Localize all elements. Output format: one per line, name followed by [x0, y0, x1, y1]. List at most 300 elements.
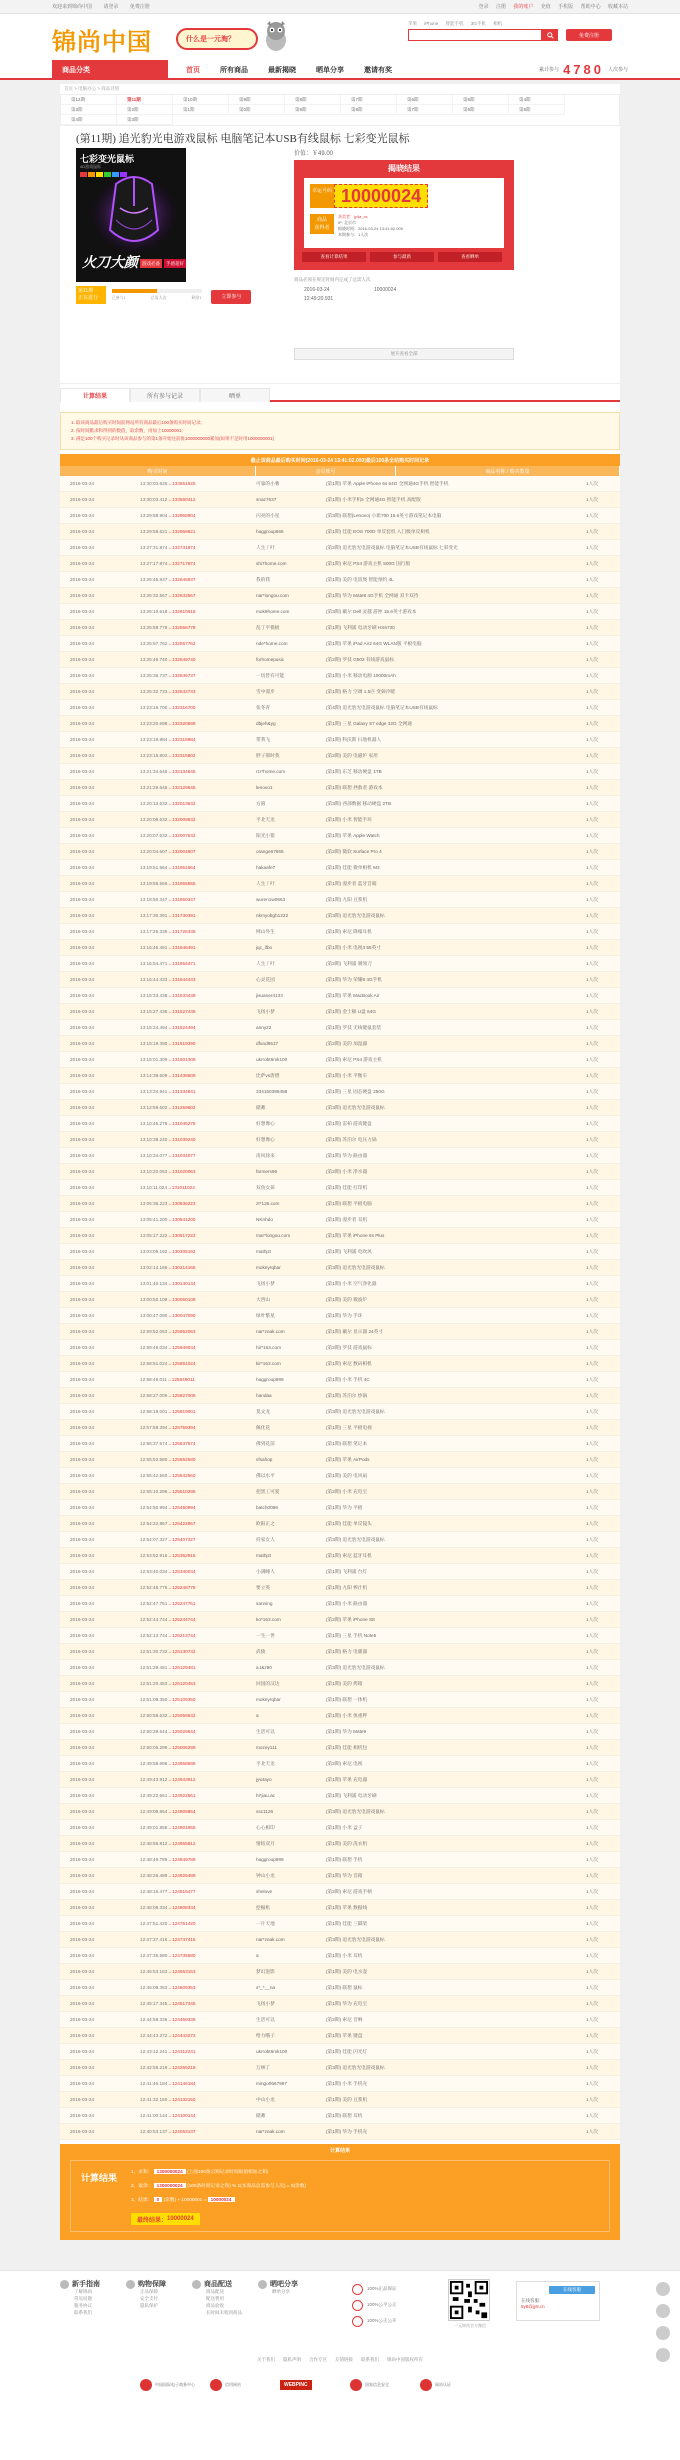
row-user[interactable]: orange67665 [256, 849, 284, 854]
top-login[interactable]: 登录 [478, 4, 489, 10]
row-goods[interactable]: (第1期) 苹果 充电器 [326, 1776, 368, 1782]
footer-link[interactable]: 长时间未收到商品 [206, 2310, 242, 2315]
row-user[interactable]: 要立英 [256, 1584, 271, 1590]
row-goods[interactable]: (第1期) 苏泊尔 炒锅 [326, 1392, 368, 1398]
row-user[interactable]: 储蓄 [256, 1104, 266, 1110]
period-item[interactable]: 第9期 [229, 95, 285, 105]
row-user[interactable]: 万林丁 [256, 2064, 271, 2070]
period-item[interactable]: 第7期 [397, 105, 453, 115]
row-user[interactable]: 把黑工可爱 [256, 1488, 280, 1494]
row-user[interactable]: 佛到花前 [256, 1440, 275, 1446]
row-user[interactable]: 欧阳正之 [256, 1520, 275, 1526]
row-goods[interactable]: (第1期) 小米 平衡车 [326, 1072, 368, 1078]
row-count: 1人次 [586, 656, 598, 662]
row-goods[interactable]: (第1期) 美的 电饭煲 智能预约 4L [326, 576, 394, 582]
row-user[interactable]: haggroup666 [256, 529, 284, 534]
row-goods[interactable]: (第1期) 华为 Mate8 4G手机 全网通 双卡双待 [326, 592, 419, 598]
row-goods[interactable]: (第1期) 金士顿 U盘 64G [326, 1008, 377, 1014]
row-user[interactable]: sanning [256, 1601, 273, 1606]
row-goods[interactable]: (第1期) 苏泊尔 电压力锅 [326, 1136, 377, 1142]
row-goods[interactable]: (第1期) 苹果 Apple Watch [326, 832, 380, 838]
row-goods[interactable]: (第1期) 九阳 榨汁机 [326, 1584, 368, 1590]
row-goods[interactable]: (第1期) 小米 移动电源 10000mAh [326, 672, 396, 678]
product-image[interactable] [76, 148, 186, 282]
row-user[interactable]: 带我飞 [256, 736, 271, 742]
row-user[interactable]: farmers96 [256, 1169, 278, 1174]
tab-share[interactable]: 晒单 [200, 388, 270, 402]
row-user[interactable]: 334150388458 [256, 1089, 288, 1094]
row-user[interactable]: nde*home.com [256, 641, 288, 646]
footer-link[interactable]: 隐私保护 [140, 2303, 158, 2308]
row-goods[interactable]: (第1期) 科沃斯 扫地机器人 [326, 736, 382, 742]
period-item[interactable]: 第10期 [173, 95, 229, 105]
row-goods[interactable]: (第1期) 小米手机5 全网通4G 智能手机 高配版 [326, 496, 421, 502]
row-goods[interactable]: (第1期) 佳能 微单相机 M3 [326, 864, 380, 870]
row-date: 2016-03-24 [70, 1329, 94, 1334]
row-goods[interactable]: (第1期) 苹果 数据线 [326, 1904, 368, 1910]
row-user[interactable]: 飞扬小梦 [256, 1280, 275, 1286]
row-goods[interactable]: (第1期) 戴尔 显示器 24英寸 [326, 1328, 384, 1334]
row-user[interactable]: 人生丿叶 [256, 960, 275, 966]
search-button[interactable] [542, 29, 558, 41]
period-item[interactable]: 第12期 [61, 95, 117, 105]
row-user[interactable]: 佩化花 [256, 1424, 271, 1430]
row-user[interactable]: forhomepusic [256, 657, 285, 662]
row-time-value: →124751420 [167, 1921, 196, 1926]
row-user[interactable]: 雪中漫步 [256, 688, 275, 694]
row-user[interactable]: mok9home.com [256, 609, 290, 614]
row-user[interactable]: dfund9517 [256, 1041, 279, 1046]
row-goods[interactable]: (第3期) 联想(Lenovo) 小新700 15.6英寸游戏笔记本电脑 [326, 512, 442, 518]
row-goods[interactable]: (第3期) 追光豹光电游戏鼠标 [326, 912, 385, 918]
row-user[interactable]: lenovo1 [256, 785, 273, 790]
nav-latest-reveal[interactable]: 最新揭晓 [268, 67, 296, 74]
row-goods[interactable]: (第1期) 苹果 iPhone 6s Plus [326, 1232, 385, 1238]
row-goods[interactable]: (第1期) 索尼 PS4 游戏主机 [326, 1056, 382, 1062]
footer-link[interactable]: 安全支付 [140, 2296, 158, 2301]
row-time-text: 12:48:55.812 [140, 1841, 168, 1846]
row-user[interactable]: 方圆 [256, 800, 266, 806]
row-user[interactable]: zt*126.com [256, 1201, 280, 1206]
row-user[interactable]: 人生丿叶 [256, 544, 275, 550]
row-goods[interactable]: (第1期) 漫步者 耳机 [326, 1216, 368, 1222]
row-goods[interactable]: (第1期) 苹果 MacBook Air [326, 992, 380, 998]
row-user[interactable]: hakaafe7 [256, 865, 276, 870]
row-user[interactable]: mingo0667997 [256, 2081, 288, 2086]
period-item[interactable]: 第3期 [61, 105, 117, 115]
row-goods[interactable]: (第3期) 追光豹光电游戏鼠标 [326, 1936, 385, 1942]
row-goods[interactable]: (第1期) 三星 手机 Note5 [326, 1632, 377, 1638]
row-user[interactable]: mathjzt [256, 1249, 272, 1254]
certification-badge[interactable] [350, 2377, 410, 2393]
certification-badge[interactable] [140, 2377, 200, 2393]
row-user[interactable]: 平北天龙 [256, 816, 275, 822]
certification-badge[interactable] [420, 2377, 480, 2393]
hot-word[interactable]: 苹果 [408, 21, 417, 26]
join-now-button[interactable]: 立即参与 [211, 290, 251, 304]
row-goods[interactable]: (第3期) 追光豹光电游戏鼠标 [326, 1104, 385, 1110]
row-user[interactable]: 佛以水平 [256, 1472, 275, 1478]
row-goods[interactable]: (第1期) 华为 手环 [326, 1312, 363, 1318]
row-goods[interactable]: (第1期) 罗技 无线键鼠套装 [326, 1024, 382, 1030]
row-user[interactable]: 飞扬小梦 [256, 2000, 275, 2006]
footer-link[interactable]: 常见问题 [74, 2296, 92, 2301]
row-goods[interactable]: (第1期) 飞利浦 电吹风 [326, 1248, 372, 1254]
row-goods[interactable]: (第2期) 追光豹光电游戏鼠标 电脑笔记本USB有线鼠标 七彩变光 [326, 544, 458, 550]
row-user[interactable]: hi*jiau.ac [256, 1793, 276, 1798]
row-goods[interactable]: (第1期) 美的 洗衣机 [326, 1840, 368, 1846]
row-goods[interactable]: (第1期) 三星 Galaxy S7 edge 32G 全网通 [326, 720, 412, 726]
service-float-icon[interactable] [656, 2282, 670, 2296]
row-goods[interactable]: (第2期) 索尼 游戏手柄 [326, 1888, 372, 1894]
footer-links [0, 2357, 680, 2363]
row-goods[interactable]: (第1期) 佳能 EOS 700D 单反套机 入门级单反相机 [326, 528, 430, 534]
row-goods[interactable]: (第3期) 追光豹光电游戏鼠标 [326, 1408, 385, 1414]
row-user[interactable]: jisuaner4133 [256, 993, 283, 998]
footer-bottom-link[interactable]: 锦尚中国版权所有 [387, 2357, 423, 2362]
row-user[interactable]: 挖掘机 [256, 1904, 271, 1910]
row-goods[interactable]: (第1期) 佳能 相机包 [326, 1744, 368, 1750]
row-user[interactable]: 好想像心 [256, 1136, 275, 1142]
footer-bottom-link[interactable]: 关于我们 [257, 2357, 275, 2362]
row-user[interactable]: nkmyobgh1222 [256, 913, 289, 918]
row-goods[interactable]: (第1期) 索尼 数码相机 [326, 1360, 372, 1366]
row-goods[interactable]: (第4期) 追光豹光电游戏鼠标 电脑笔记本USB有线鼠标 [326, 704, 438, 710]
row-goods[interactable]: (第2期) 罗技 游戏鼠标 [326, 1344, 372, 1350]
row-user[interactable]: mar*longou.com [256, 1233, 291, 1238]
hot-word[interactable]: 3G手机 [470, 21, 486, 26]
row-user[interactable]: ukrrobt6mk100 [256, 2049, 288, 2054]
tab-calculation[interactable]: 计算结果 [60, 388, 130, 402]
period-item[interactable]: 第8期 [341, 105, 397, 115]
view-calculation-button[interactable]: 查看计算结果 [302, 252, 366, 262]
period-item[interactable]: 第6期 [453, 105, 509, 115]
row-goods[interactable]: (第1期) 三星 平板电视 [326, 1424, 372, 1430]
row-user[interactable]: 一切皆有可能 [256, 672, 285, 678]
row-goods[interactable]: (第2期) 微软 Surface Pro 4 [326, 848, 382, 854]
period-item[interactable]: 第4期 [61, 115, 117, 125]
row-user[interactable]: a [256, 1953, 259, 1958]
nav-home[interactable]: 首页 [186, 67, 200, 74]
row-user[interactable]: 回园的汉达 [256, 1680, 280, 1686]
mobile-link[interactable]: 手机版 [558, 4, 574, 10]
row-user[interactable]: snaz7637 [256, 497, 277, 502]
row-goods[interactable]: (第1期) 苹果 AirPods [326, 1456, 370, 1462]
my-account-link[interactable]: 我的账户 [513, 4, 534, 10]
row-goods[interactable]: (第1期) 小米 手机 4C [326, 1376, 370, 1382]
row-date: 2016-03-24 [70, 2097, 94, 2102]
period-item[interactable]: 第4期 [509, 95, 565, 105]
row-user[interactable]: 生活可以 [256, 1728, 275, 1734]
site-logo[interactable]: 锦尚中国 [52, 28, 152, 56]
row-goods[interactable]: (第1期) 苹果 iPad Air2 64G WLAN版 平板电脑 [326, 640, 422, 646]
row-goods[interactable]: (第1期) 苹果 键盘 [326, 2032, 363, 2038]
winner-name[interactable]: 获奖者：jy4a_cs [338, 214, 368, 219]
row-user[interactable]: a [256, 1713, 259, 1718]
row-user[interactable]: dbjeh&yg [256, 721, 276, 726]
row-goods[interactable]: (第1期) 索尼 降噪耳机 [326, 928, 372, 934]
row-goods[interactable]: (第2期) 小米 净水器 [326, 1168, 368, 1174]
row-date: 2016-03-24 [70, 1633, 94, 1638]
row-user[interactable]: haggroup999 [256, 1377, 284, 1382]
footer-link[interactable]: 商品验收 [206, 2303, 224, 2308]
tab-participants[interactable]: 所有参与记录 [130, 388, 200, 402]
row-user[interactable]: 心心相印 [256, 1824, 275, 1830]
row-goods[interactable]: (第1期) 漫步者 蓝牙音箱 [326, 880, 377, 886]
row-user[interactable]: mokeyrqbar [256, 1697, 281, 1702]
footer-link[interactable]: 配送费用 [206, 2296, 224, 2301]
row-goods[interactable]: (第1期) 美的 微波炉 [326, 1296, 368, 1302]
row-goods[interactable]: (第1期) 联想 耳机 [326, 2112, 363, 2118]
row-goods[interactable]: (第1期) 三星 固态硬盘 250G [326, 1088, 385, 1094]
top-register[interactable]: 注册 [495, 4, 506, 10]
row-goods[interactable]: (第1期) 东芝 移动硬盘 1TB [326, 768, 382, 774]
row-goods[interactable]: (第1期) 华为 Mate9 [326, 1728, 367, 1734]
row-goods[interactable]: (第3期) 追光豹光电游戏鼠标 [326, 1536, 385, 1542]
row-goods[interactable]: (第1期) 美的 烤箱 [326, 1680, 363, 1686]
row-user[interactable]: batch0099 [256, 1505, 278, 1510]
row-goods[interactable]: (第2期) 飞利浦 剃须刀 [326, 960, 372, 966]
certification-badge[interactable] [210, 2377, 270, 2393]
row-user[interactable]: haggroup999 [256, 1857, 284, 1862]
row-goods[interactable]: (第1期) 佳能 打印机 [326, 1184, 368, 1190]
row-goods[interactable]: (第1期) 华为 手机壳 [326, 2128, 368, 2134]
row-user[interactable]: 小满睡人 [256, 1568, 275, 1574]
row-user[interactable]: jqc_ifbo [256, 945, 273, 950]
row-time-value: →124132150 [167, 2097, 196, 2102]
row-user[interactable]: 一生一世 [256, 1632, 275, 1638]
row-goods[interactable]: (第1期) 佳能 三脚架 [326, 1920, 368, 1926]
row-user[interactable]: 比萨vs唐僧 [256, 1072, 280, 1078]
row-goods[interactable]: (第1期) 佳能 闪光灯 [326, 2048, 368, 2054]
period-item[interactable]: 第5期 [509, 105, 565, 115]
row-goods[interactable]: (第1期) 九阳 豆浆机 [326, 896, 368, 902]
row-user[interactable]: 闪亮的小星 [256, 512, 280, 518]
row-user[interactable]: vfsahop [256, 1457, 273, 1462]
register-button[interactable]: 免费注册 [566, 29, 612, 41]
search-input[interactable] [408, 29, 542, 41]
row-user[interactable]: rzr*home.com [256, 769, 286, 774]
row-user[interactable]: 清风徐来 [256, 1152, 275, 1158]
row-user[interactable]: 可靠的小薯 [256, 480, 280, 486]
favorite-float-icon[interactable] [656, 2326, 670, 2340]
row-goods[interactable]: (第1期) 小米 体重秤 [326, 1712, 368, 1718]
row-goods[interactable]: (第1期) 飞利浦 电动牙刷 [326, 1792, 377, 1798]
row-user[interactable]: 梦幻泡影 [256, 1968, 275, 1974]
row-user[interactable]: kir*163.com [256, 1361, 281, 1366]
row-goods[interactable]: (第1期) 小米 耳机 [326, 1952, 363, 1958]
footer-link[interactable]: 正品保障 [140, 2289, 158, 2294]
row-goods[interactable]: (第1期) 雷柏 游戏键盘 [326, 1120, 372, 1126]
row-goods[interactable]: (第1期) 联想 平板电脑 [326, 1200, 372, 1206]
period-item[interactable]: 第5期 [453, 95, 509, 105]
row-user[interactable]: 人生丿叶 [256, 880, 275, 886]
row-user[interactable]: 武陵 [256, 1648, 266, 1654]
row-goods[interactable]: (第2期) 小米 充电宝 [326, 1488, 368, 1494]
period-item[interactable]: 第0期 [229, 105, 285, 115]
footer-link[interactable]: 了解锦尚 [74, 2289, 92, 2294]
nav-share[interactable]: 晒单分享 [316, 67, 344, 74]
hot-word[interactable]: 智能手机 [445, 21, 464, 26]
row-goods[interactable]: (第1期) 华为 音箱 [326, 1872, 363, 1878]
row-goods[interactable]: (第1期) 联想 拯救者 游戏本 [326, 784, 383, 790]
row-user[interactable]: ssc1126 [256, 1809, 274, 1814]
row-goods[interactable]: (第1期) 小米 路由器 [326, 1600, 368, 1606]
view-share-button[interactable]: 查看晒单 [438, 252, 502, 262]
row-goods[interactable]: (第1期) 飞利浦 台灯 [326, 1568, 368, 1574]
row-user[interactable]: 生活可以 [256, 2016, 275, 2022]
help-link[interactable]: 帮助中心 [580, 4, 601, 10]
row-user[interactable]: mozey111 [256, 1745, 277, 1750]
chat-float-icon[interactable] [656, 2304, 670, 2318]
row-goods[interactable]: (第2期) 美的 加湿器 [326, 1040, 368, 1046]
row-goods[interactable]: (第3期) 戴尔 Dell 灵越 游匣 15.6英寸游戏本 [326, 608, 417, 614]
row-goods[interactable]: (第1期) 格力 电暖器 [326, 1648, 368, 1654]
footer-bottom-link[interactable]: 隐私声明 [283, 2357, 301, 2362]
row-goods[interactable]: (第1期) 华为 平板 [326, 1504, 363, 1510]
row-goods[interactable]: (第1期) 小米 手机壳 [326, 2080, 368, 2086]
row-goods[interactable]: (第1期) 联想 手机 [326, 1856, 363, 1862]
expand-more-button[interactable]: 展开查看全部 [294, 348, 514, 360]
period-item[interactable]: 第7期 [341, 95, 397, 105]
row-goods[interactable]: (第2期) 索尼 电视 [326, 1760, 363, 1766]
row-user[interactable]: ko*163.com [256, 1617, 281, 1622]
hot-word[interactable]: 相机 [493, 21, 503, 26]
period-item[interactable]: 第11期 [117, 95, 173, 105]
row-goods[interactable]: (第1期) 小米 空气净化器 [326, 1280, 377, 1286]
row-goods[interactable]: (第1期) 华为 充电宝 [326, 2000, 368, 2006]
slogan-bubble[interactable]: 什么是一元淘？ [176, 28, 258, 50]
period-item[interactable]: 第2期 [117, 105, 173, 115]
row-user[interactable]: shi7home.com [256, 561, 287, 566]
row-goods[interactable]: (第1期) 索尼 蓝牙耳机 [326, 1552, 372, 1558]
row-user[interactable]: 心灵花园 [256, 976, 275, 982]
row-user[interactable]: 中山小龙 [256, 2096, 275, 2102]
row-user[interactable]: 网山外生 [256, 928, 275, 934]
row-goods[interactable]: (第1期) 小米 盒子 [326, 1824, 363, 1830]
row-goods[interactable]: (第1期) 索尼 PS4 游戏主机 500G 国行版 [326, 560, 411, 566]
signup-link[interactable]: 免费注册 [129, 4, 150, 10]
row-user[interactable]: NKnhdo [256, 1217, 273, 1222]
row-user[interactable]: nar*zeak.com [256, 1937, 285, 1942]
footer-link[interactable]: 商品配送 [206, 2289, 224, 2294]
row-goods[interactable]: (第1期) 联想 一体机 [326, 1696, 368, 1702]
row-user[interactable]: jywtayo [256, 1777, 272, 1782]
row-goods[interactable]: (第1期) 美的 豆浆机 [326, 2096, 368, 2102]
row-user[interactable]: handaa [256, 1393, 272, 1398]
row-goods[interactable]: (第3期) 追光豹光电游戏鼠标 [326, 1664, 385, 1670]
period-item[interactable]: 第9期 [285, 105, 341, 115]
row-user[interactable]: 胖子那时我 [256, 752, 280, 758]
period-item[interactable]: 第6期 [397, 95, 453, 105]
row-goods[interactable]: (第3期) 追光豹光电游戏鼠标 [326, 2064, 385, 2070]
row-goods[interactable]: (第1期) 华为 荣耀8 4G手机 [326, 976, 382, 982]
row-user[interactable]: 大西山 [256, 1296, 271, 1302]
row-user[interactable]: 我的我 [256, 576, 271, 582]
row-user[interactable]: 给力哦子 [256, 2032, 275, 2038]
row-user[interactable]: 飞扬小梦 [256, 1008, 275, 1014]
row-user[interactable]: 持家女人 [256, 1536, 275, 1542]
row-user[interactable]: 一片天地 [256, 1920, 275, 1926]
footer-link[interactable]: 晒单分享 [272, 2289, 290, 2294]
row-goods[interactable]: (第1期) 联想 笔记本 [326, 1440, 368, 1446]
row-goods[interactable]: (第1期) 佳能 单反镜头 [326, 1520, 372, 1526]
row-user[interactable]: 乱丁平模板 [256, 624, 280, 630]
recharge-link[interactable]: 充值 [540, 4, 551, 10]
back-to-top-icon[interactable] [656, 2348, 670, 2362]
row-goods[interactable]: (第1期) 美的 电风扇 [326, 1472, 368, 1478]
row-goods[interactable]: (第1期) 小米 电视3 55英寸 [326, 944, 381, 950]
row-user[interactable]: x*_*__na [256, 1985, 276, 1990]
footer-bottom-link[interactable]: 联系我们 [361, 2357, 379, 2362]
all-categories-button[interactable]: 商品分类 [52, 60, 168, 80]
row-user[interactable]: 平北天龙 [256, 1760, 275, 1766]
join-latest-button[interactable]: 参与最新 [370, 252, 434, 262]
row-user[interactable]: 绿叶繁星 [256, 1312, 275, 1318]
service-email[interactable]: 5y8@jy8.cn [521, 2304, 545, 2309]
hot-word[interactable]: iPhone [424, 21, 439, 26]
row-user[interactable]: 好想像心 [256, 1120, 275, 1126]
row-goods[interactable]: (第3期) 西部数据 移动硬盘 2TB [326, 800, 392, 806]
row-goods[interactable]: (第1期) 联想 鼠标 [326, 1984, 363, 1990]
row-user[interactable]: 情结双月 [256, 1840, 275, 1846]
row-user[interactable]: 阳光小猪 [256, 832, 275, 838]
login-link[interactable]: 请登录 [103, 4, 119, 10]
row-goods[interactable]: (第3期) 追光豹光电游戏鼠标 [326, 1264, 385, 1270]
row-goods[interactable]: (第1期) 华为 路由器 [326, 1152, 368, 1158]
row-goods[interactable]: (第1期) 格力 空调 1.5匹 变频冷暖 [326, 688, 396, 694]
row-goods[interactable]: (第1期) 苹果 Apple iPhone 6s 64G 全网通4G手机 智能手机 [326, 480, 449, 486]
row-user[interactable]: a.t&z90 [256, 1665, 272, 1670]
row-goods[interactable]: (第2期) 苹果 iPhone SE [326, 1616, 376, 1622]
row-user[interactable]: nar*zeak.com [256, 2129, 285, 2134]
row-user[interactable]: wuren1w0663 [256, 897, 286, 902]
row-goods[interactable]: (第1期) 飞利浦 电动牙刷 HX6730 [326, 624, 395, 630]
row-user[interactable]: hir*163.com [256, 1345, 282, 1350]
period-item[interactable]: 第1期 [173, 105, 229, 115]
footer-link[interactable]: 服务协议 [74, 2303, 92, 2308]
period-item[interactable]: 第8期 [285, 95, 341, 105]
favorite-link[interactable]: 收藏本站 [607, 4, 628, 10]
row-goods[interactable]: (第1期) 小米 智能手环 [326, 816, 372, 822]
row-goods[interactable]: (第2期) 罗技 G502 有线游戏鼠标 [326, 656, 394, 662]
row-user[interactable]: nar*zeak.com [256, 1329, 285, 1334]
footer-link[interactable]: 联系我们 [74, 2310, 92, 2315]
row-user[interactable]: mokeyrqbar [256, 1265, 281, 1270]
row-user[interactable]: nar*longou.com [256, 593, 289, 598]
row-user[interactable]: 莫文龙 [256, 1408, 271, 1414]
row-user[interactable]: mathjzt [256, 1553, 272, 1558]
nav-all-products[interactable]: 所有商品 [220, 67, 248, 74]
row-goods[interactable]: (第2期) 索尼 音响 [326, 2016, 363, 2022]
row-user[interactable]: 储蓄 [256, 2112, 266, 2118]
row-user[interactable]: 钟山小龙 [256, 1872, 275, 1878]
row-goods[interactable]: (第3期) 追光豹光电游戏鼠标 [326, 1808, 385, 1814]
footer-bottom-link[interactable]: 合作专区 [309, 2357, 327, 2362]
row-user[interactable]: 张冬青 [256, 704, 271, 710]
row-user[interactable]: anny22 [256, 1025, 272, 1030]
period-item[interactable]: 第3期 [117, 115, 173, 125]
certification-badge[interactable] [280, 2377, 340, 2393]
row-goods[interactable]: (第2期) 美的 电磁炉 家用 [326, 752, 378, 758]
nav-invite[interactable]: 邀请有奖 [364, 67, 392, 74]
row-goods[interactable]: (第1期) 美的 电水壶 [326, 1968, 368, 1974]
row-user[interactable]: 双鱼女孩 [256, 1184, 275, 1190]
row-user[interactable]: ukrrobt6mk100 [256, 1057, 288, 1062]
footer-bottom-link[interactable]: 友情链接 [335, 2357, 353, 2362]
online-service-button[interactable]: 在线客服 [549, 2286, 595, 2294]
row-user[interactable]: shelove [256, 1889, 273, 1894]
